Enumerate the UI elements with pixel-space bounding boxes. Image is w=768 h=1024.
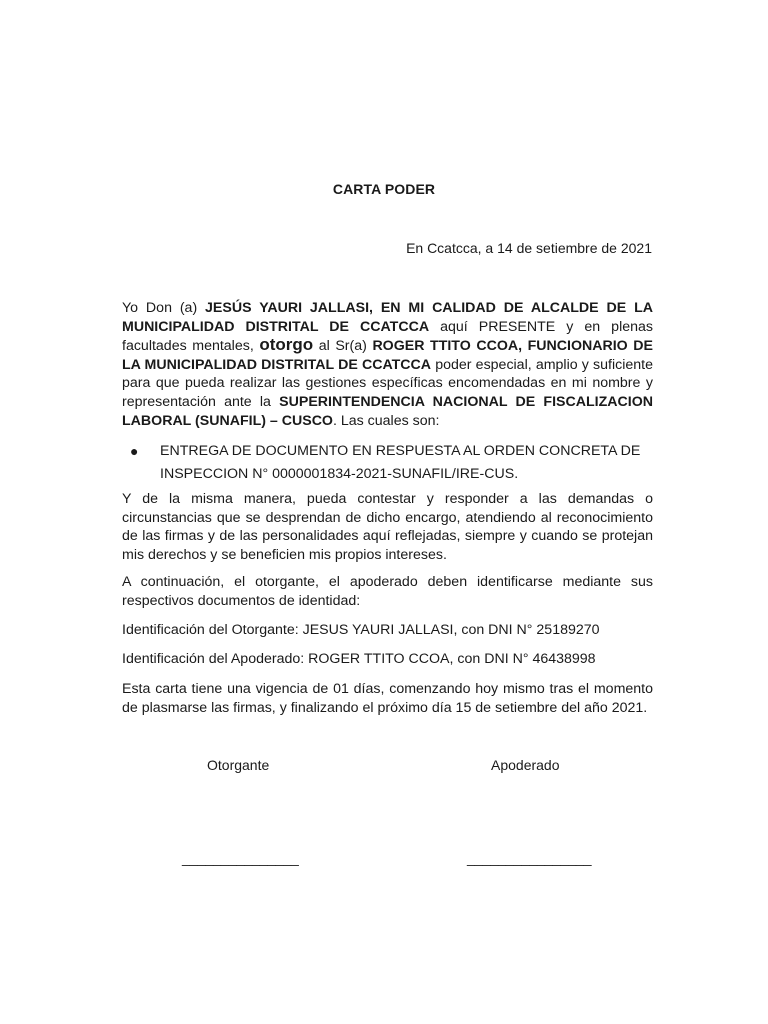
text-segment: Yo Don (a): [122, 300, 206, 316]
list-item: ENTREGA DE DOCUMENTO EN RESPUESTA AL ORDEN CONCRETA DE INSPECCION N° 0000001834-2021-SUNAFIL/IRE-CUS.: [160, 443, 641, 482]
paragraph-identification: A continuación, el otorgante, el apoderado deben identificarse mediante sus respectivos documentos de identidad:: [122, 574, 653, 609]
text-segment: aquí PRESENTE y en plenas facultades mentales,: [122, 318, 653, 355]
institution-name: SUPERINTENDENCIA NACIONAL DE FISCALIZACION LABORAL (SUNAFIL) – CUSCO: [122, 393, 653, 429]
date-line: En Ccatcca, a 14 de setiembre de 2021: [406, 240, 652, 256]
grantor-name: JESÚS YAURI JALLASI, EN MI CALIDAD DE ALCALDE DE LA MUNICIPALIDAD DISTRITAL DE CCATCCA: [122, 300, 653, 335]
otorgante-signature-line: _______________: [182, 850, 299, 866]
otorgo-word: otorgo: [259, 335, 314, 355]
bullet-list: [130, 440, 653, 486]
document-title: CARTA PODER: [332, 181, 436, 197]
otorgante-label: Otorgante: [207, 757, 270, 773]
id-otorgante: Identificación del Otorgante: JESUS YAURI JALLASI, con DNI N° 25189270: [122, 622, 600, 638]
id-apoderado: Identificación del Apoderado: ROGER TTITO CCOA, con DNI N° 46438998: [122, 651, 596, 667]
apoderado-label: Apoderado: [491, 757, 560, 773]
text-segment: . Las cuales son:: [332, 412, 440, 429]
apoderado-signature-line: ________________: [467, 850, 592, 866]
text-segment: poder especial, amplio y suficiente para que pueda realizar las gestiones específicas encomendadas en mi nombre y representación ante la: [122, 356, 653, 410]
paragraph-grant: [122, 299, 653, 430]
text-segment: al Sr(a): [313, 338, 373, 355]
paragraph-validity: Esta carta tiene una vigencia de 01 días, comenzando hoy mismo tras el momento de plasmarse las firmas, y finalizando el próximo día 15 de setiembre del año 2021.: [122, 681, 653, 716]
paragraph-scope: Y de la misma manera, pueda contestar y responder a las demandas o circunstancias que se desprendan de dicho encargo, atendiendo al reconocimiento de las firmas y de las personalidades aquí reflejadas, siempre y cuando se protejan mis derechos y se beneficien mis propios intereses.: [122, 491, 653, 563]
attorney-name: ROGER TTITO CCOA, FUNCIONARIO DE LA MUNICIPALIDAD DISTRITAL DE CCATCCA: [122, 338, 653, 373]
bullet-icon: ●: [130, 443, 139, 459]
